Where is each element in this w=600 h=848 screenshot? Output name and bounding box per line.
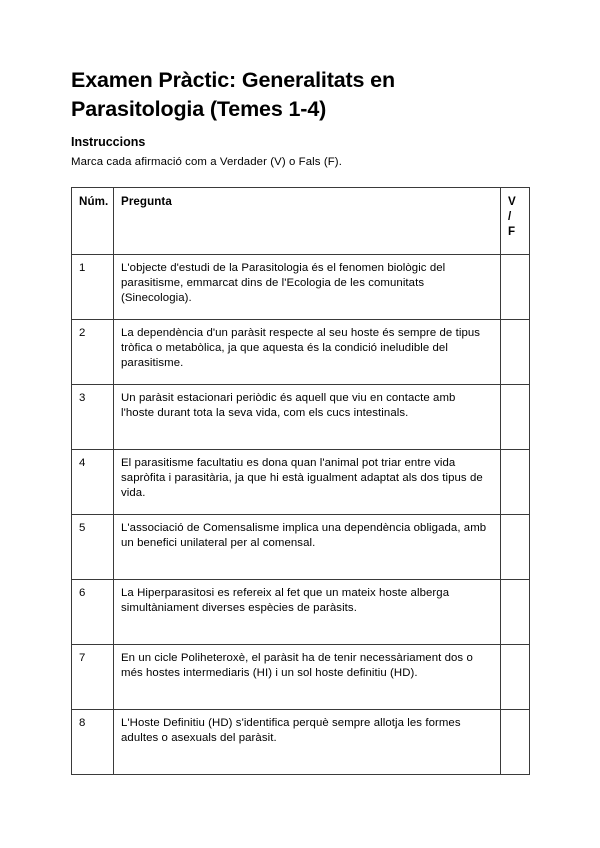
answer-field[interactable] (501, 450, 530, 515)
table-row (72, 320, 530, 385)
answer-field[interactable] (501, 255, 530, 320)
row-number: 5 (72, 515, 114, 580)
answer-field[interactable] (501, 385, 530, 450)
exam-questions-table (71, 187, 530, 775)
column-header-question: Pregunta (114, 188, 501, 255)
row-number: 1 (72, 255, 114, 320)
answer-field[interactable] (501, 710, 530, 775)
table-row (72, 515, 530, 580)
question-text: L'Hoste Definitiu (HD) s'identifica perquè sempre allotja les formes adultes o asexuals del paràsit. (114, 710, 501, 775)
question-text: El parasitisme facultatiu es dona quan l'animal pot triar entre vida sapròfita i parasitària, ja que hi està igualment adaptat als dos tipus de vida. (114, 450, 501, 515)
column-header-vf: V / F (501, 188, 530, 255)
row-number: 3 (72, 385, 114, 450)
table-row (72, 645, 530, 710)
table-header-row (72, 188, 530, 255)
instructions-text: Marca cada afirmació com a Verdader (V) o Fals (F). (71, 156, 342, 168)
table-header (72, 188, 530, 255)
question-text: La dependència d'un paràsit respecte al seu hoste és sempre de tipus tròfica o metabòlica, ja que aquesta és la condició ineludible del parasitisme. (114, 320, 501, 385)
question-text: La Hiperparasitosi es refereix al fet que un mateix hoste alberga simultàniament diverses espècies de paràsits. (114, 580, 501, 645)
row-number: 2 (72, 320, 114, 385)
table-row (72, 710, 530, 775)
page-title: Examen Pràctic: Generalitats en Parasitologia (Temes 1-4) (71, 68, 395, 121)
question-text: En un cicle Poliheteroxè, el paràsit ha de tenir necessàriament dos o més hostes intermediaris (HI) i un sol hoste definitiu (HD). (114, 645, 501, 710)
answer-field[interactable] (501, 580, 530, 645)
table-body (72, 255, 530, 775)
table-row (72, 255, 530, 320)
table-row (72, 450, 530, 515)
question-text: L'associació de Comensalisme implica una dependència obligada, amb un benefici unilateral per al comensal. (114, 515, 501, 580)
row-number: 6 (72, 580, 114, 645)
answer-field[interactable] (501, 515, 530, 580)
row-number: 7 (72, 645, 114, 710)
column-header-num: Núm. (72, 188, 114, 255)
table-row (72, 385, 530, 450)
question-text: L'objecte d'estudi de la Parasitologia és el fenomen biològic del parasitisme, emmarcat dins de l'Ecologia de les comunitats (Sinecologia). (114, 255, 501, 320)
question-text: Un paràsit estacionari periòdic és aquell que viu en contacte amb l'hoste durant tota la seva vida, com els cucs intestinals. (114, 385, 501, 450)
answer-field[interactable] (501, 320, 530, 385)
row-number: 4 (72, 450, 114, 515)
table-row (72, 580, 530, 645)
row-number: 8 (72, 710, 114, 775)
instructions-heading: Instruccions (71, 135, 146, 149)
answer-field[interactable] (501, 645, 530, 710)
document-content (71, 66, 529, 775)
